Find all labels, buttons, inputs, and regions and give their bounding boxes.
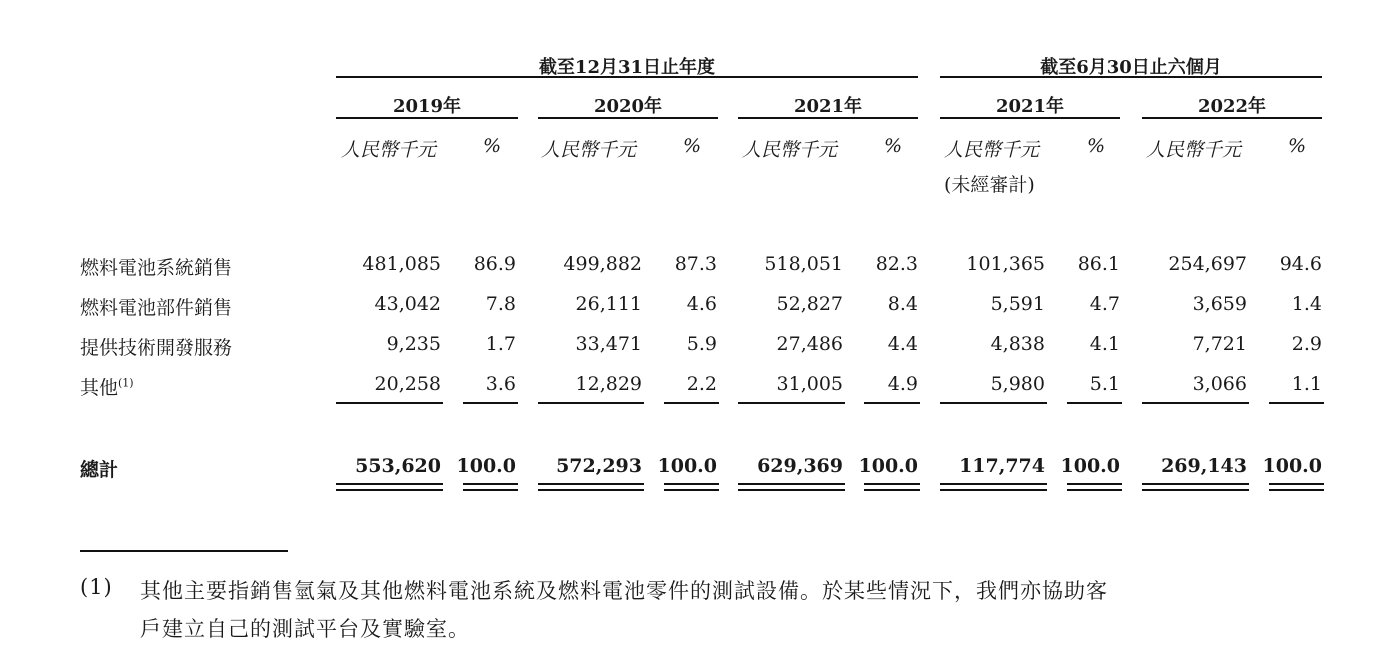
table-cell: 9,235 (386, 333, 441, 355)
table-cell: 86.9 (473, 253, 516, 275)
total-cell: 553,620 (355, 455, 441, 477)
subtotal-rule (1142, 402, 1249, 404)
table-cell: 86.1 (1077, 253, 1120, 275)
unit-label: 人民幣千元 (341, 139, 437, 161)
table-cell: 12,829 (575, 373, 642, 395)
total-cell: 572,293 (556, 455, 642, 477)
subtotal-rule (463, 402, 518, 404)
table-cell: 5.1 (1089, 373, 1120, 395)
total-cell: 100.0 (1262, 455, 1322, 477)
header-year-rule (538, 117, 718, 119)
header-year-2021: 2021年 (793, 96, 863, 117)
subtotal-rule (738, 402, 845, 404)
table-cell: 27,486 (776, 333, 843, 355)
subtotal-rule (336, 402, 443, 404)
table-cell: 5.9 (686, 333, 717, 355)
total-double-rule (664, 483, 719, 491)
subtotal-rule (940, 402, 1047, 404)
total-cell: 100.0 (858, 455, 918, 477)
header-year-rule (336, 117, 518, 119)
total-label: 總計 (80, 459, 119, 481)
header-year-rule (940, 117, 1120, 119)
total-cell: 629,369 (757, 455, 843, 477)
table-cell: 254,697 (1168, 253, 1247, 275)
header-year-2020: 2020年 (593, 96, 663, 117)
total-double-rule (940, 483, 1047, 491)
total-double-rule (1142, 483, 1249, 491)
total-double-rule (538, 483, 644, 491)
table-cell: 31,005 (776, 373, 843, 395)
header-group-interim-rule (940, 76, 1322, 78)
table-cell: 101,365 (966, 253, 1045, 275)
row-label-text: 燃料電池部件銷售 (80, 297, 233, 319)
header-group-annual: 截至12月31日止年度 (538, 57, 716, 78)
table-cell: 7.8 (485, 293, 516, 315)
table-cell: 5,591 (990, 293, 1045, 315)
header-year-2021-interim: 2021年 (995, 96, 1065, 117)
table-cell: 4.7 (1089, 293, 1120, 315)
table-cell: 499,882 (563, 253, 642, 275)
row-label-text: 其他 (80, 377, 119, 399)
header-year-rule (1142, 117, 1322, 119)
table-cell: 3.6 (485, 373, 516, 395)
total-double-rule (463, 483, 518, 491)
table-cell: 26,111 (575, 293, 642, 315)
table-cell: 3,066 (1192, 373, 1247, 395)
footnote-line-2: 戶建立自己的測試平台及實驗室。 (140, 617, 470, 641)
header-year-rule (738, 117, 918, 119)
row-label-text: 燃料電池系統銷售 (80, 257, 233, 279)
table-cell: 43,042 (374, 293, 441, 315)
total-cell: 100.0 (1060, 455, 1120, 477)
table-cell: 2.2 (686, 373, 717, 395)
total-double-rule (864, 483, 920, 491)
total-double-rule (336, 483, 443, 491)
footnote-line-1: 其他主要指銷售氫氣及其他燃料電池系統及燃料電池零件的測試設備。於某些情況下，我們亦協助客 (140, 579, 1108, 603)
footnote-ref: (1) (118, 376, 134, 390)
total-double-rule (738, 483, 845, 491)
subtotal-rule (538, 402, 644, 404)
table-cell: 20,258 (374, 373, 441, 395)
unit-label: 人民幣千元 (944, 139, 1040, 161)
total-cell: 100.0 (456, 455, 516, 477)
pct-label: % (884, 135, 903, 157)
table-cell: 4.4 (887, 333, 918, 355)
header-year-2022-interim: 2022年 (1197, 96, 1267, 117)
footnote-divider (80, 550, 288, 552)
row-label (80, 373, 134, 400)
row-label-text: 提供技術開發服務 (80, 337, 233, 359)
unit-label: 人民幣千元 (541, 139, 637, 161)
table-cell: 1.1 (1291, 373, 1322, 395)
subtotal-rule (864, 402, 920, 404)
pct-label: % (683, 135, 702, 157)
row-label (80, 293, 232, 320)
subtotal-rule (664, 402, 719, 404)
row-label (80, 253, 232, 280)
table-cell: 5,980 (990, 373, 1045, 395)
table-cell: 52,827 (776, 293, 843, 315)
table-cell: 4,838 (990, 333, 1045, 355)
table-cell: 481,085 (362, 253, 441, 275)
table-cell: 2.9 (1291, 333, 1322, 355)
table-cell: 94.6 (1279, 253, 1322, 275)
row-label (80, 333, 232, 360)
table-cell: 4.9 (887, 373, 918, 395)
table-cell: 3,659 (1192, 293, 1247, 315)
table-cell: 8.4 (887, 293, 918, 315)
total-cell: 117,774 (959, 455, 1045, 477)
footnote-marker: (1) (80, 575, 113, 599)
pct-label: % (483, 135, 502, 157)
subtotal-rule (1067, 402, 1122, 404)
table-cell: 87.3 (674, 253, 717, 275)
unaudited-note: (未經審計) (944, 174, 1035, 196)
pct-label: % (1288, 135, 1307, 157)
table-cell: 4.1 (1089, 333, 1120, 355)
total-cell: 269,143 (1161, 455, 1247, 477)
table-cell: 4.6 (686, 293, 717, 315)
header-group-interim: 截至6月30日止六個月 (1040, 57, 1222, 78)
table-cell: 33,471 (575, 333, 642, 355)
table-cell: 1.7 (485, 333, 516, 355)
header-group-annual-rule (336, 76, 918, 78)
table-cell: 1.4 (1291, 293, 1322, 315)
total-double-rule (1067, 483, 1122, 491)
table-cell: 7,721 (1192, 333, 1247, 355)
pct-label: % (1087, 135, 1106, 157)
unit-label: 人民幣千元 (742, 139, 838, 161)
subtotal-rule (1269, 402, 1324, 404)
unit-label: 人民幣千元 (1146, 139, 1242, 161)
table-cell: 82.3 (875, 253, 918, 275)
total-double-rule (1269, 483, 1324, 491)
table-cell: 518,051 (764, 253, 843, 275)
header-year-2019: 2019年 (392, 96, 462, 117)
total-cell: 100.0 (657, 455, 717, 477)
